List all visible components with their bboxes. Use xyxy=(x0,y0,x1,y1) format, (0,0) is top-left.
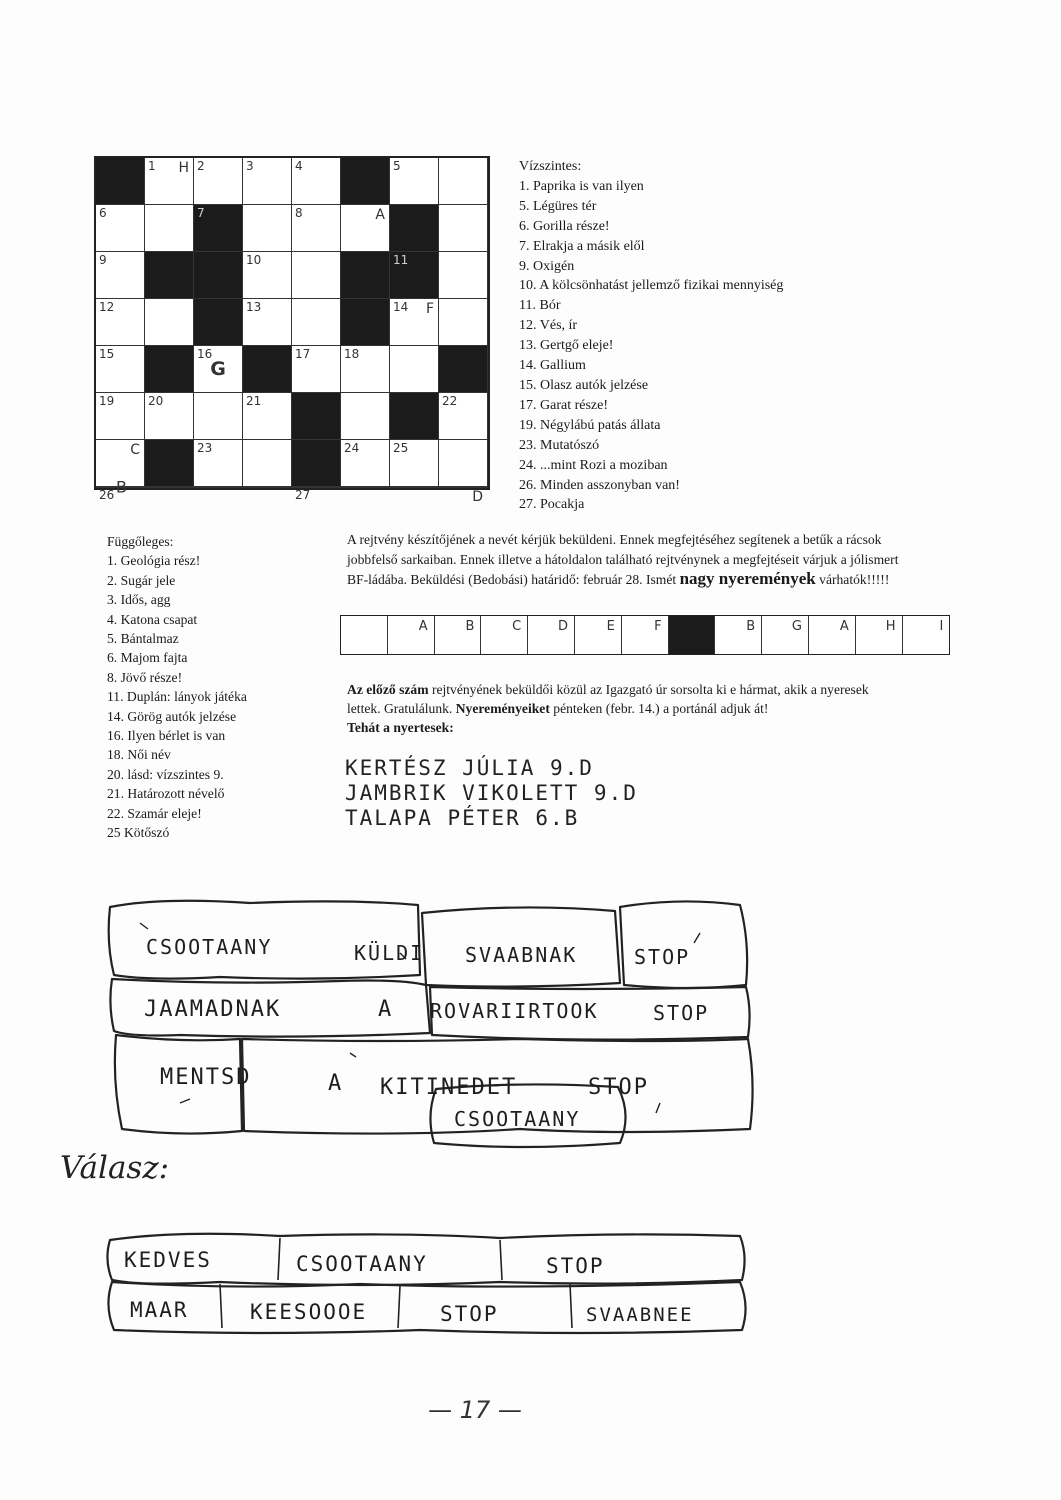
stone-word: A xyxy=(378,997,394,1022)
crossword-cell xyxy=(390,440,439,487)
across-clue: 23. Mutatószó xyxy=(519,437,600,453)
crossword-cell xyxy=(194,440,243,487)
crossword-cell xyxy=(145,205,194,252)
hint-letter: G xyxy=(210,358,226,380)
crossword-cell xyxy=(292,487,341,502)
reply-word: KEDVES xyxy=(124,1248,212,1272)
previous-lead: Az előző szám xyxy=(347,682,429,697)
across-clue: 26. Minden asszonyban van! xyxy=(519,477,680,493)
answer-cell xyxy=(809,616,856,654)
answer-letter: H xyxy=(885,619,896,634)
crossword-cell xyxy=(194,252,243,299)
crossword-cell xyxy=(243,393,292,440)
clue-number: 13 xyxy=(246,300,262,314)
down-clue: 18. Női név xyxy=(107,747,171,763)
answer-letter: A xyxy=(418,619,428,634)
across-clue: 11. Bór xyxy=(519,298,561,314)
winner-name: JAMBRIK VIKOLETT 9.D xyxy=(345,781,638,805)
clue-number: 18 xyxy=(344,347,360,361)
crossword-cell xyxy=(194,299,243,346)
instructions-tail: várhatók!!!!! xyxy=(819,572,890,587)
stone-word: A xyxy=(328,1071,344,1096)
winner-name: TALAPA PÉTER 6.B xyxy=(345,806,580,830)
across-clue: 6. Gorilla része! xyxy=(519,218,610,234)
previous-text2: pénteken (febr. 14.) a portánál adjuk át! xyxy=(553,701,769,716)
answer-cell xyxy=(715,616,762,654)
answer-letter: B xyxy=(465,619,475,634)
crossword-cell xyxy=(96,477,145,502)
crossword-cell xyxy=(341,440,390,487)
answer-letter: E xyxy=(606,619,615,634)
crossword-cell xyxy=(390,205,439,252)
clue-number: 5 xyxy=(393,159,401,173)
reply-word: SVAABNEE xyxy=(586,1304,694,1326)
clue-number: 9 xyxy=(99,253,107,267)
clue-number: 6 xyxy=(99,206,107,220)
solution-answer-row xyxy=(340,615,950,655)
crossword-cell xyxy=(390,393,439,440)
crossword-cell xyxy=(243,205,292,252)
instructions-text: A rejtvény készítőjének a nevét kérjük beküldeni. Ennek megfejtéséhez segítenek a betűk a rácsok jobbfelső sarkaiban. Ennek illetve a hátoldalon található rejtvénynek a megfejtéseit várjuk a jólismert BF-ládába. Beküldési (Bedobási) határidő: február 28. Ismét xyxy=(347,532,899,587)
down-clue: 2. Sugár jele xyxy=(107,572,176,588)
clue-number: 12 xyxy=(99,300,115,314)
stone-word: MENTSD xyxy=(160,1065,252,1090)
answer-letter: C xyxy=(512,619,522,634)
hint-letter: H xyxy=(178,160,189,176)
across-clue: 27. Pocakja xyxy=(519,497,585,513)
crossword-cell xyxy=(292,299,341,346)
clue-number: 8 xyxy=(295,206,303,220)
crossword-cell xyxy=(194,158,243,205)
winners-list xyxy=(345,756,638,831)
answer-cell xyxy=(762,616,809,654)
previous-winners-paragraph xyxy=(347,680,902,737)
reply-word: CSOOTAANY xyxy=(296,1252,428,1276)
stone-word: SVAABNAK xyxy=(465,943,578,967)
crossword-cell xyxy=(341,205,390,252)
answer-cell xyxy=(388,616,435,654)
across-heading: Vízszintes: xyxy=(519,159,582,174)
stone-tablet-drawing xyxy=(100,893,760,1157)
reply-stone-message xyxy=(100,1220,750,1340)
across-clue: 15. Olasz autók jelzése xyxy=(519,377,649,393)
down-clue: 5. Bántalmaz xyxy=(107,631,179,647)
clue-number: 20 xyxy=(148,394,164,408)
winners-label: Tehát a nyertesek: xyxy=(347,720,454,735)
down-clue: 4. Katona csapat xyxy=(107,611,198,627)
down-clue: 3. Idős, agg xyxy=(107,592,171,608)
across-clue: 24. ...mint Rozi a moziban xyxy=(519,457,668,473)
crossword-cell xyxy=(390,487,439,488)
clue-number: 3 xyxy=(246,159,254,173)
crossword-cell xyxy=(390,299,439,346)
answer-cell xyxy=(528,616,575,654)
across-clue: 7. Elrakja a másik elől xyxy=(519,238,645,254)
crossword-cell xyxy=(292,393,341,440)
page-number: — 17 — xyxy=(428,1396,522,1424)
crossword-cell xyxy=(439,346,488,393)
crossword-cell xyxy=(439,299,488,346)
crossword-cell xyxy=(194,346,243,393)
clue-number: 22 xyxy=(442,394,458,408)
clue-number: 27 xyxy=(295,488,311,502)
answer-letter: G xyxy=(791,619,802,634)
winner-name: KERTÉSZ JÚLIA 9.D xyxy=(345,756,594,780)
down-clue: 21. Határozott névelő xyxy=(107,786,225,802)
down-clue: 25 Kötőszó xyxy=(107,825,170,841)
crossword-cell xyxy=(96,346,145,393)
instructions-paragraph xyxy=(347,530,902,590)
across-clue: 12. Vés, ír xyxy=(519,318,578,334)
crossword-cell xyxy=(145,487,194,488)
down-clue: 1. Geológia rész! xyxy=(107,553,201,569)
crossword-cell xyxy=(439,440,488,487)
crossword-cell xyxy=(292,205,341,252)
stone-word: CSOOTAANY xyxy=(454,1107,581,1131)
clue-number: 14 xyxy=(393,300,409,314)
crossword-cell xyxy=(439,393,488,440)
crossword-cell xyxy=(341,393,390,440)
crossword-cell xyxy=(390,252,439,299)
stone-word: STOP xyxy=(634,945,691,969)
stone-word: KÜLDI xyxy=(354,941,425,965)
clue-number: 17 xyxy=(295,347,311,361)
reply-label: Válasz: xyxy=(60,1150,170,1186)
crossword-cell xyxy=(145,299,194,346)
hint-letter: D xyxy=(472,489,483,505)
hint-letter: F xyxy=(425,301,434,317)
previous-text1: rejtvényének beküldői közül az Igazgató úr sorsolta ki e hármat, akik a nyeresek lettek. Gratulálunk. xyxy=(347,682,869,716)
answer-letter: D xyxy=(557,619,568,634)
clue-number: 4 xyxy=(295,159,303,173)
previous-bold2: Nyereményeiket xyxy=(455,701,550,716)
down-clue: 8. Jövő része! xyxy=(107,669,183,685)
down-clue: 14. Görög autók jelzése xyxy=(107,708,237,724)
stone-word: ROVARIIRTOOK xyxy=(430,999,599,1023)
across-clue: 9. Oxigén xyxy=(519,258,575,274)
crossword-cell xyxy=(243,346,292,393)
down-clue: 20. lásd: vízszintes 9. xyxy=(107,766,224,782)
crossword-grid xyxy=(94,156,490,505)
crossword-cell xyxy=(145,158,194,205)
crossword-cell xyxy=(390,158,439,205)
answer-letter: F xyxy=(654,619,662,634)
clue-number: 24 xyxy=(344,441,360,455)
clue-number: 1 xyxy=(148,159,156,173)
answer-letter: A xyxy=(839,619,849,634)
clue-number: 19 xyxy=(99,394,115,408)
crossword-cell xyxy=(145,440,194,487)
crossword-cell xyxy=(243,158,292,205)
clue-number: 15 xyxy=(99,347,115,361)
across-clue: 17. Garat része! xyxy=(519,397,609,413)
crossword-cell xyxy=(243,440,292,487)
crossword-cell xyxy=(292,440,341,487)
clue-number: 26 xyxy=(99,488,115,502)
crossword-cell xyxy=(194,487,243,488)
crossword-cell xyxy=(96,393,145,440)
reply-word: STOP xyxy=(440,1302,499,1326)
down-clues xyxy=(107,532,247,843)
clue-number: 7 xyxy=(197,206,205,220)
down-clue: 11. Duplán: lányok játéka xyxy=(107,689,247,705)
hint-letter: A xyxy=(375,207,385,223)
crossword-cell xyxy=(390,346,439,393)
crossword-cell xyxy=(145,393,194,440)
stone-word: STOP xyxy=(653,1001,710,1025)
clue-number: 21 xyxy=(246,394,262,408)
hint-letter: C xyxy=(130,442,140,458)
crossword-cell xyxy=(292,252,341,299)
reply-word: KEESOOOE xyxy=(250,1300,368,1324)
crossword-cell xyxy=(243,487,292,488)
answer-cell xyxy=(856,616,903,654)
stone-word: KITINEDET xyxy=(380,1075,518,1100)
down-clue: 16. Ilyen bérlet is van xyxy=(107,728,226,744)
reply-word: STOP xyxy=(546,1254,605,1278)
answer-cell xyxy=(481,616,528,654)
answer-cell xyxy=(575,616,622,654)
answer-letter: I xyxy=(939,619,944,634)
clue-number: 23 xyxy=(197,441,213,455)
across-clue: 1. Paprika is van ilyen xyxy=(519,178,644,194)
crossword-cell xyxy=(341,158,390,205)
crossword-cell xyxy=(292,346,341,393)
across-clue: 10. A kölcsönhatást jellemző fizikai mennyiség xyxy=(519,278,784,294)
answer-cell xyxy=(903,616,950,654)
crossword-cell xyxy=(96,158,145,205)
reply-word: MAAR xyxy=(130,1298,189,1322)
stone-word: STOP xyxy=(588,1075,649,1100)
answer-cell xyxy=(341,616,388,654)
crossword-cell xyxy=(439,205,488,252)
crossword-cell xyxy=(341,252,390,299)
down-heading: Függőleges: xyxy=(107,534,174,549)
clue-number: 25 xyxy=(393,441,409,455)
crossword-cell xyxy=(194,205,243,252)
answer-letter: B xyxy=(746,619,756,634)
clue-number: 10 xyxy=(246,253,262,267)
clue-number: 2 xyxy=(197,159,205,173)
across-clue: 19. Négylábú patás állata xyxy=(519,417,661,433)
down-clue: 6. Majom fajta xyxy=(107,650,188,666)
clue-number: 16 xyxy=(197,347,213,361)
across-clue: 14. Gallium xyxy=(519,358,586,374)
crossword-cell xyxy=(341,487,390,488)
answer-cell xyxy=(435,616,482,654)
crossword-cell xyxy=(439,158,488,205)
answer-cell xyxy=(622,616,669,654)
hint-letter: B xyxy=(116,477,127,497)
crossword-cell xyxy=(243,299,292,346)
crossword-cell xyxy=(145,346,194,393)
crossword-cell xyxy=(96,205,145,252)
instructions-emphasis: nagy nyeremények xyxy=(679,569,816,588)
crossword-cell xyxy=(341,346,390,393)
crossword-cell xyxy=(145,252,194,299)
down-clue: 22. Szamár eleje! xyxy=(107,805,202,821)
crossword-cell xyxy=(243,252,292,299)
crossword-cell xyxy=(439,487,488,505)
answer-cell xyxy=(669,616,716,654)
crossword-cell xyxy=(96,252,145,299)
crossword-cell xyxy=(292,158,341,205)
crossword-cell xyxy=(194,393,243,440)
across-clue: 13. Gertgő eleje! xyxy=(519,338,614,354)
crossword-cell xyxy=(439,252,488,299)
across-clues xyxy=(519,157,783,515)
crossword-cell xyxy=(341,299,390,346)
crossword-cell xyxy=(96,299,145,346)
stone-tablet-message xyxy=(100,893,760,1157)
stone-word: CSOOTAANY xyxy=(146,935,273,959)
across-clue: 5. Légüres tér xyxy=(519,198,597,214)
clue-number: 11 xyxy=(393,253,409,267)
stone-word: JAAMADNAK xyxy=(144,997,282,1022)
